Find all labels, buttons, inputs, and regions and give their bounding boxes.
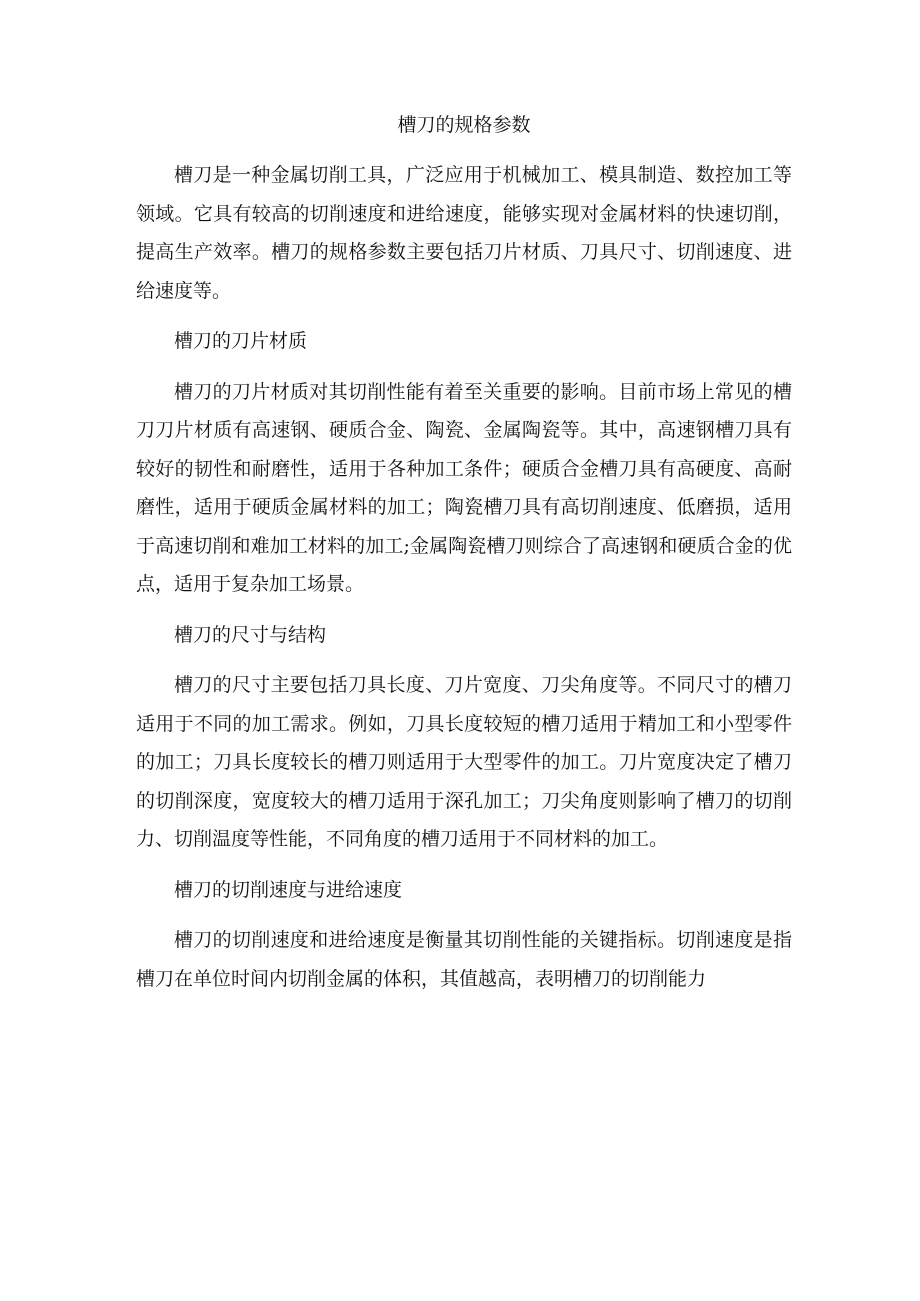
- intro-paragraph: 槽刀是一种金属切削工具，广泛应用于机械加工、模具制造、数控加工等领域。它具有较高的切削速度和进给速度，能够实现对金属材料的快速切削，提高生产效率。槽刀的规格参数主要包括刀片材质、刀具尺寸、切削速度、进给速度等。: [136, 164, 792, 302]
- section-heading-blade-material: 槽刀的刀片材质: [174, 330, 308, 352]
- section-heading-speed-feed: 槽刀的切削速度与进给速度: [174, 878, 403, 901]
- section-heading-size-structure: 槽刀的尺寸与结构: [174, 623, 327, 646]
- section-body-speed-feed: 槽刀的切削速度和进给速度是衡量其切削性能的关键指标。切削速度是指槽刀在单位时间内切削金属的体积，其值越高，表明槽刀的切削能力: [136, 929, 792, 990]
- section-body-size-structure: 槽刀的尺寸主要包括刀具长度、刀片宽度、刀尖角度等。不同尺寸的槽刀适用于不同的加工需求。例如，刀具长度较短的槽刀适用于精加工和小型零件的加工；刀具长度较长的槽刀则适用于大型零件的加工。刀片宽度决定了槽刀的切削深度，宽度较大的槽刀适用于深孔加工；刀尖角度则影响了槽刀的切削力、切削温度等性能，不同角度的槽刀适用于不同材料的加工。: [136, 674, 792, 850]
- section-body-blade-material: 槽刀的刀片材质对其切削性能有着至关重要的影响。目前市场上常见的槽刀刀片材质有高速钢、硬质合金、陶瓷、金属陶瓷等。其中，高速钢槽刀具有较好的韧性和耐磨性，适用于各种加工条件；硬质合金槽刀具有高硬度、高耐磨性，适用于硬质金属材料的加工；陶瓷槽刀具有高切削速度、低磨损，适用于高速切削和难加工材料的加工;金属陶瓷槽刀则综合了高速钢和硬质合金的优点，适用于复杂加工场景。: [136, 380, 792, 595]
- document-title: 槽刀的规格参数: [397, 114, 531, 136]
- document-page: [136, 108, 792, 1010]
